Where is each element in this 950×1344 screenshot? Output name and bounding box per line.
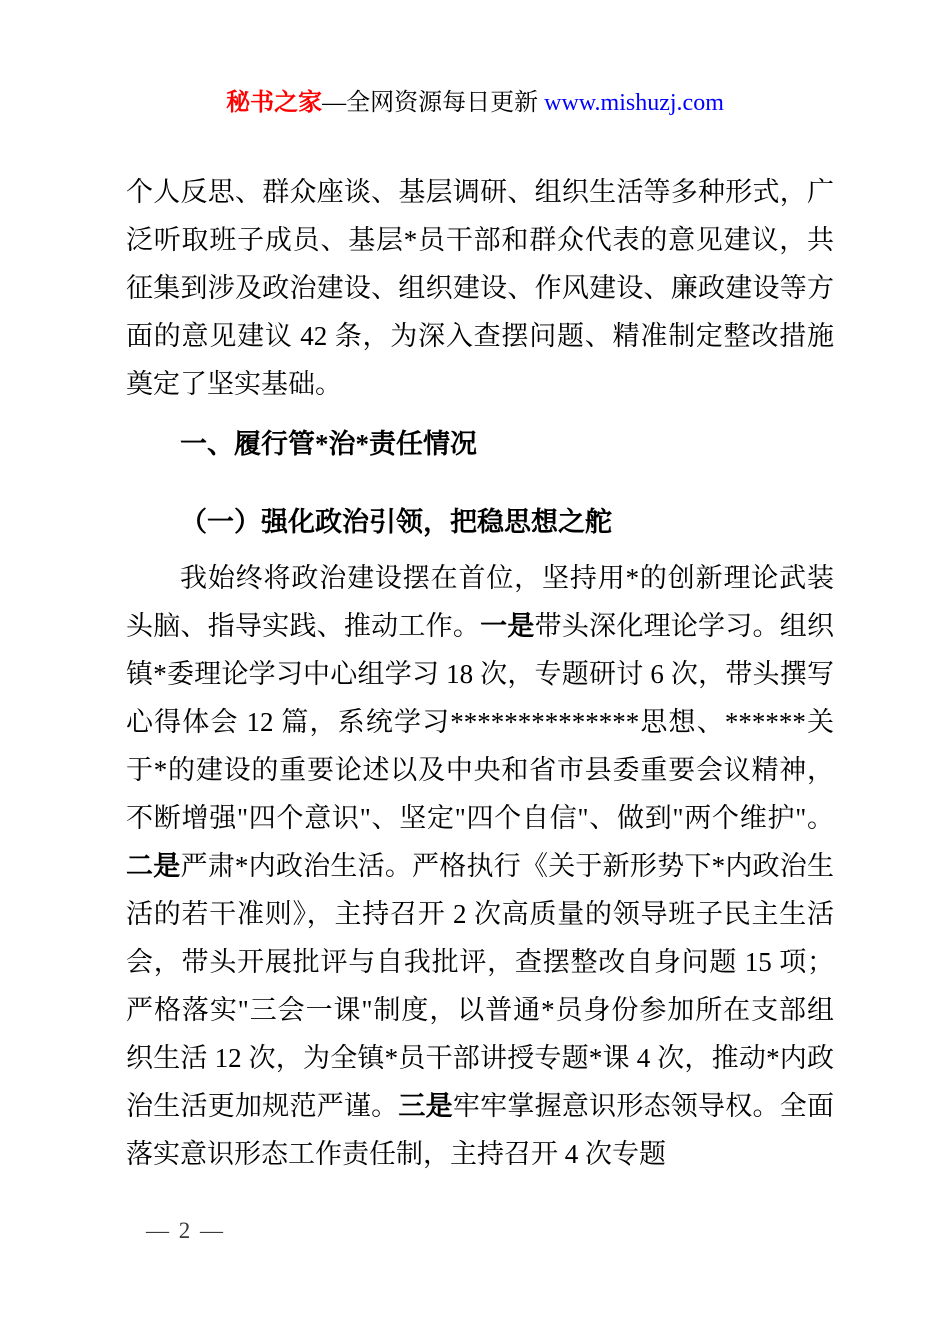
paragraph-main [126, 554, 834, 1178]
para2-marker-second: 二是 [126, 851, 181, 881]
document-body [126, 168, 834, 1178]
para2-marker-third: 三是 [398, 1091, 453, 1121]
section-heading-duty: 一、履行管*治*责任情况 [180, 429, 477, 459]
para2-segment-intro: 我始终将政治建设摆在首位，坚持用*的创新理论武装头脑、指导实践、推动工作。 [126, 563, 834, 641]
site-header [0, 86, 950, 120]
paragraph-continuation: 个人反思、群众座谈、基层调研、组织生活等多种形式，广泛听取班子成员、基层*员干部和群众代表的意见建议，共征集到涉及政治建设、组织建设、作风建设、廉政建设等方面的意见建议 42 条，为深入查摆问题、精准制定整改措施奠定了坚实基础。 [126, 177, 834, 399]
site-url-link[interactable]: www.mishuzj.com [544, 90, 724, 116]
subsection-heading-political-lead: （一）强化政治引领，把稳思想之舵 [180, 507, 612, 537]
para2-segment-ideology: 牢牢掌握意识形态领导权。全面落实意识形态工作责任制，主持召开 4 次专题 [126, 1091, 835, 1169]
para2-marker-first: 一是 [480, 611, 535, 641]
site-brand-text: 秘书之家 [226, 90, 323, 116]
para2-segment-political-life: 严肃*内政治生活。严格执行《关于新形势下*内政治生活的若干准则》，主持召开 2 次高质量的领导班子民主生活会，带头开展批评与自我批评，查摆整改自身问题 15 项；严格落实"三会一课"制度，以普通*员身份参加所在支部组织生活 12 次，为全镇*员干部讲授专题*课 4 次，推动*内政治生活更加规范严谨。 [126, 851, 835, 1121]
site-tagline: —全网资源每日更新 [322, 90, 545, 116]
page-number: — 2 — [146, 1218, 225, 1243]
para2-segment-theory-study: 带头深化理论学习。组织镇*委理论学习中心组学习 18 次，专题研讨 6 次，带头撰写心得体会 12 篇，系统学习**************思想、******关于*的建设的重要论述以及中央和省市县委重要会议精神，不断增强"四个意识"、坚定"四个自信"、做到"两个维护"。 [126, 611, 835, 833]
